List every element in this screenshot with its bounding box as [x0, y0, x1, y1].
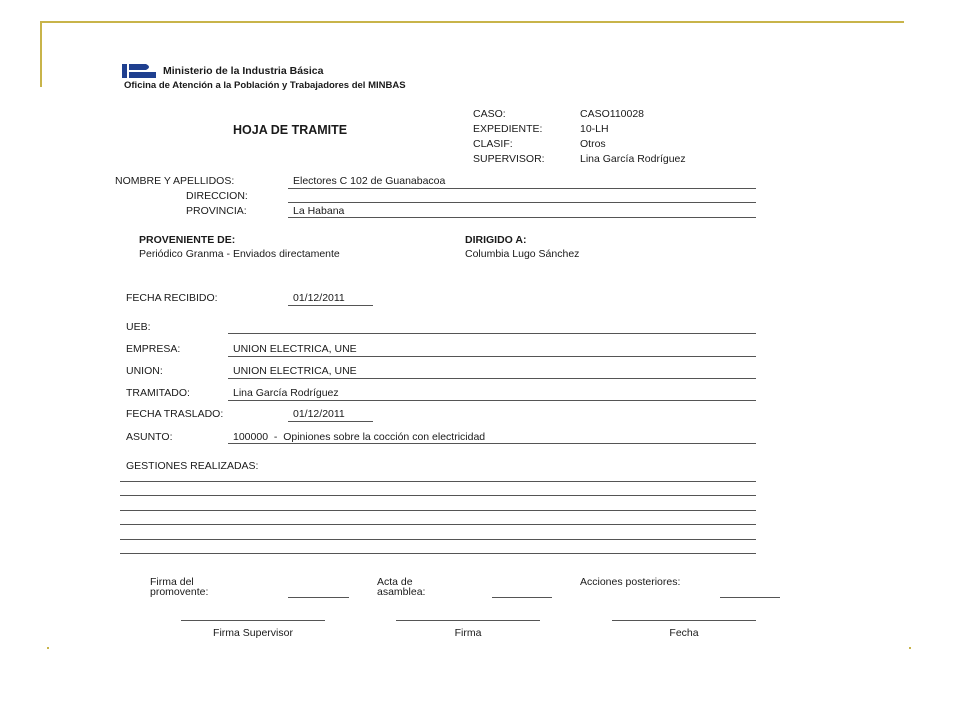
firma-promovente-line — [288, 597, 349, 598]
gestiones-label: GESTIONES REALIZADAS: — [126, 460, 259, 472]
fecha-recibido-value: 01/12/2011 — [293, 292, 345, 304]
acciones-line — [720, 597, 780, 598]
firma-label: Firma — [454, 627, 482, 639]
gestiones-line — [120, 524, 756, 525]
gestiones-line — [120, 539, 756, 540]
tramitado-value: Lina García Rodríguez — [233, 387, 339, 399]
nombre-label: NOMBRE Y APELLIDOS: — [115, 175, 235, 187]
gestiones-line — [120, 495, 756, 496]
fecha-recibido-label: FECHA RECIBIDO: — [126, 292, 218, 304]
fecha-traslado-value: 01/12/2011 — [293, 408, 345, 420]
nombre-value: Electores C 102 de Guanabacoa — [293, 175, 446, 187]
gestiones-line — [120, 481, 756, 482]
caso-label: CASO: — [473, 108, 506, 120]
firma-promovente-label-1: Firma del — [150, 576, 194, 588]
firma-supervisor-line — [181, 620, 325, 621]
tramitado-label: TRAMITADO: — [126, 387, 190, 399]
gestiones-line — [120, 553, 756, 554]
clasif-label: CLASIF: — [473, 138, 513, 150]
direccion-underline — [288, 202, 756, 203]
expediente-label: EXPEDIENTE: — [473, 123, 543, 135]
fecha-line — [612, 620, 756, 621]
direccion-label: DIRECCION: — [186, 190, 248, 202]
proveniente-label: PROVENIENTE DE: — [139, 234, 236, 246]
acta-label-1: Acta de — [377, 576, 413, 588]
supervisor-label: SUPERVISOR: — [473, 153, 545, 165]
slide-frame-left — [40, 21, 42, 87]
asunto-underline — [228, 443, 756, 444]
firma-supervisor-label: Firma Supervisor — [213, 627, 293, 639]
provincia-label: PROVINCIA: — [186, 205, 247, 217]
acta-label-2: asamblea: — [377, 586, 426, 598]
union-underline — [228, 378, 756, 379]
empresa-value: UNION ELECTRICA, UNE — [233, 343, 357, 355]
ueb-underline — [228, 333, 756, 334]
slide-frame-dot — [47, 647, 49, 649]
fecha-traslado-label: FECHA TRASLADO: — [126, 408, 224, 420]
caso-value: CASO110028 — [580, 108, 645, 120]
proveniente-value: Periódico Granma - Enviados directamente — [139, 248, 340, 260]
expediente-value: 10-LH — [580, 123, 609, 135]
union-label: UNION: — [126, 365, 163, 377]
office-name: Oficina de Atención a la Población y Trabajadores del MINBAS — [124, 80, 406, 91]
fecha-label: Fecha — [669, 627, 699, 639]
firma-line — [396, 620, 540, 621]
nombre-underline — [288, 188, 756, 189]
tramitado-underline — [228, 400, 756, 401]
empresa-label: EMPRESA: — [126, 343, 181, 355]
union-value: UNION ELECTRICA, UNE — [233, 365, 357, 377]
ministry-name: Ministerio de la Industria Básica — [163, 65, 324, 77]
slide-frame-top — [40, 21, 904, 23]
firma-promovente-label-2: promovente: — [150, 586, 209, 598]
document-title: HOJA DE TRAMITE — [233, 123, 348, 137]
asunto-value: 100000 - Opiniones sobre la cocción con electricidad — [233, 431, 486, 443]
acta-line — [492, 597, 552, 598]
ueb-label: UEB: — [126, 321, 151, 333]
provincia-underline — [288, 217, 756, 218]
dirigido-label: DIRIGIDO A: — [465, 234, 527, 246]
acciones-label: Acciones posteriores: — [580, 576, 681, 588]
supervisor-value: Lina García Rodríguez — [580, 153, 686, 165]
fecha-traslado-underline — [288, 421, 373, 422]
fecha-recibido-underline — [288, 305, 373, 306]
asunto-label: ASUNTO: — [126, 431, 173, 443]
empresa-underline — [228, 356, 756, 357]
dirigido-value: Columbia Lugo Sánchez — [465, 248, 580, 260]
provincia-value: La Habana — [293, 205, 345, 217]
clasif-value: Otros — [580, 138, 606, 150]
gestiones-line — [120, 510, 756, 511]
minbas-logo — [122, 64, 156, 78]
slide-frame-dot — [909, 647, 911, 649]
